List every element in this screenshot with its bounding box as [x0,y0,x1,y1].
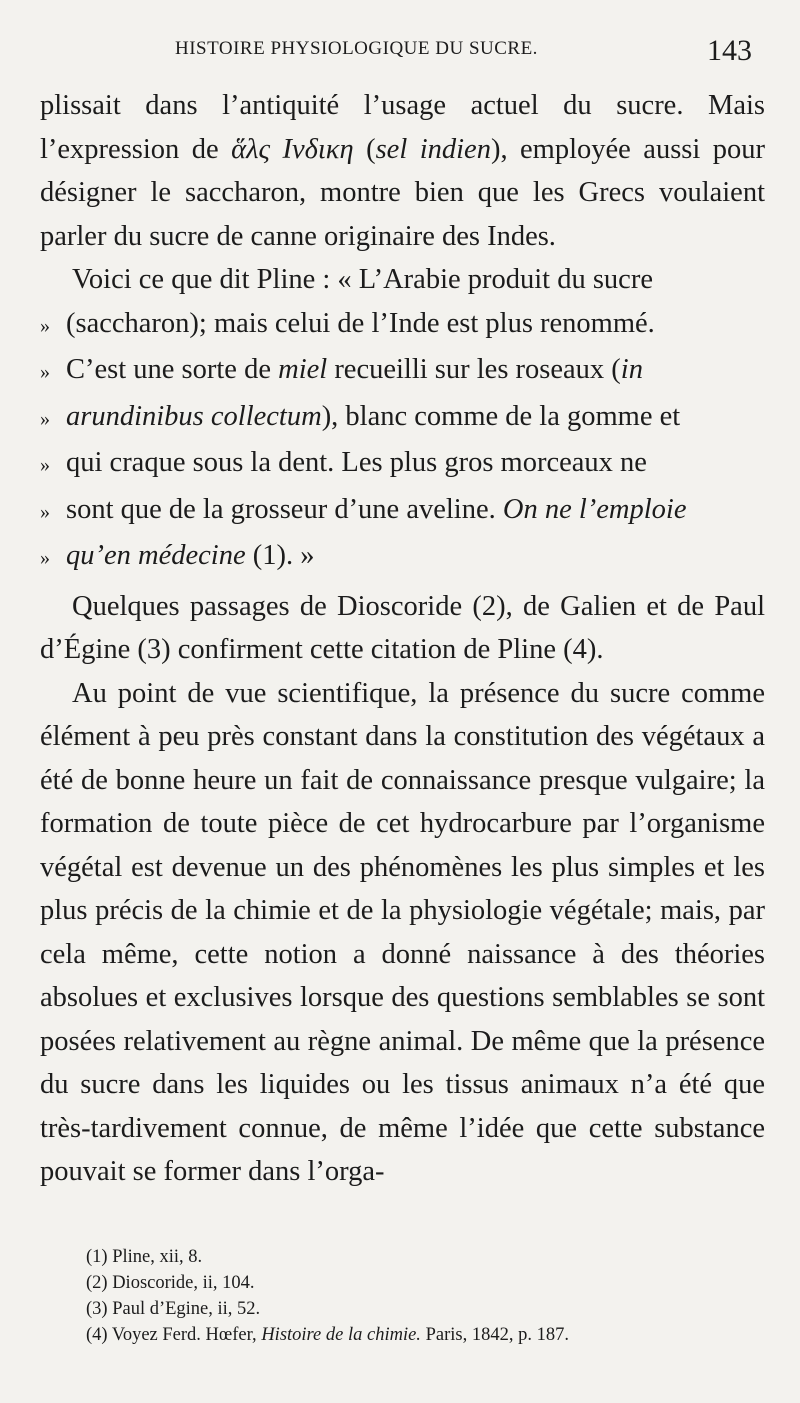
footnote-4-title: Histoire de la chimie. [261,1325,421,1345]
footnote-1: (1) Pline, xii, 8. [86,1247,203,1267]
quote-line-2-text: (saccharon); mais celui de l’Inde est plus renommé. [66,307,655,339]
quote-mark: » [40,314,50,337]
quote-mark: » [40,547,50,569]
quote-line-3-text-a: C’est une sorte de [66,354,279,385]
quote-line-6-italic: On ne l’emploie [502,493,687,525]
in-word: in [620,354,643,385]
quote-line-6-text: sont que de la grosseur d’une aveline. [66,493,503,525]
paragraph-2-pliny-quote [40,258,765,302]
running-head: HISTOIRE PHYSIOLOGIQUE DU SUCRE. [175,38,538,59]
quote-line-7-text: (1). » [245,540,315,571]
quote-line-3 [40,348,765,395]
paragraph-3: Quelques passages de Dioscoride (2), de Galien et de Paul d’Égine (3) confirment cette citation de Pline (4). [40,590,765,665]
greek-phrase: ἅλς Ινδικη [231,133,354,165]
quote-line-5 [40,441,765,488]
footnote-2: (2) Dioscoride, ii, 104. [86,1273,255,1293]
quote-line-7 [40,534,765,581]
quote-line-7-italic: qu’en médecine [66,540,246,571]
quote-line-2 [40,302,765,349]
paragraph-1-text-a: plissait dans l’antiquité l’usage actuel du sucre. Mais l’expression de [40,90,765,165]
sel-indien-phrase: sel indien [375,133,491,165]
quote-mark: » [40,454,50,476]
quote-mark: » [40,361,50,383]
quote-line-4 [40,395,765,442]
paragraph-4: Au point de vue scientifique, la présence du sucre comme élément à peu près constant dans la constitution des végétaux a été de bonne heure un fait de connaissance presque vulgaire; la formation de toute pièce de cet hydrocarbure par l’organisme végétal est devenue un des phénomènes les plus simples et les plus précis de la chimie et de la physiologie végétale; mais, par cela même, cette notion a donné naissance à des théories absolues et exclusives lorsque des questions semblables se sont posées relativement au règne animal. De même que la présence du sucre dans les liquides ou les tissus animaux n’a été que très-tardivement connue, de même l’idée que cette substance pouvait se former dans l’orga- [40,677,765,1187]
paragraph-1-text-c: ), employée aussi pour désigner le saccharon, montre bien que les Grecs voulaient parler du sucre de canne originaire des Indes. [40,133,765,252]
miel-word: miel [278,354,328,385]
page-number: 143 [707,34,752,67]
quote-line-1: Voici ce que dit Pline : « L’Arabie produit du sucre [72,264,653,295]
page-header [40,34,760,78]
footnote-4-text-b: Paris, 1842, p. 187. [420,1325,569,1345]
body-text [40,84,765,1194]
quote-mark: » [40,407,50,430]
paragraph-1-text-b: ( [353,133,376,165]
paragraph-1 [40,84,765,258]
footnote-3: (3) Paul d’Egine, ii, 52. [86,1299,261,1319]
footnotes [86,1244,766,1348]
footnote-4 [86,1322,766,1348]
quote-mark: » [40,500,50,523]
quote-line-6 [40,488,765,535]
footnote-4-text-a: (4) Voyez Ferd. Hœfer, [86,1325,262,1345]
quote-line-3-text-b: recueilli sur les roseaux ( [327,354,621,385]
quote-line-4-text: ), blanc comme de la gomme et [321,400,681,432]
latin-phrase: arundinibus collectum [66,400,322,432]
quote-line-5-text: qui craque sous la dent. Les plus gros morceaux ne [66,447,647,478]
quote-block [40,302,765,581]
